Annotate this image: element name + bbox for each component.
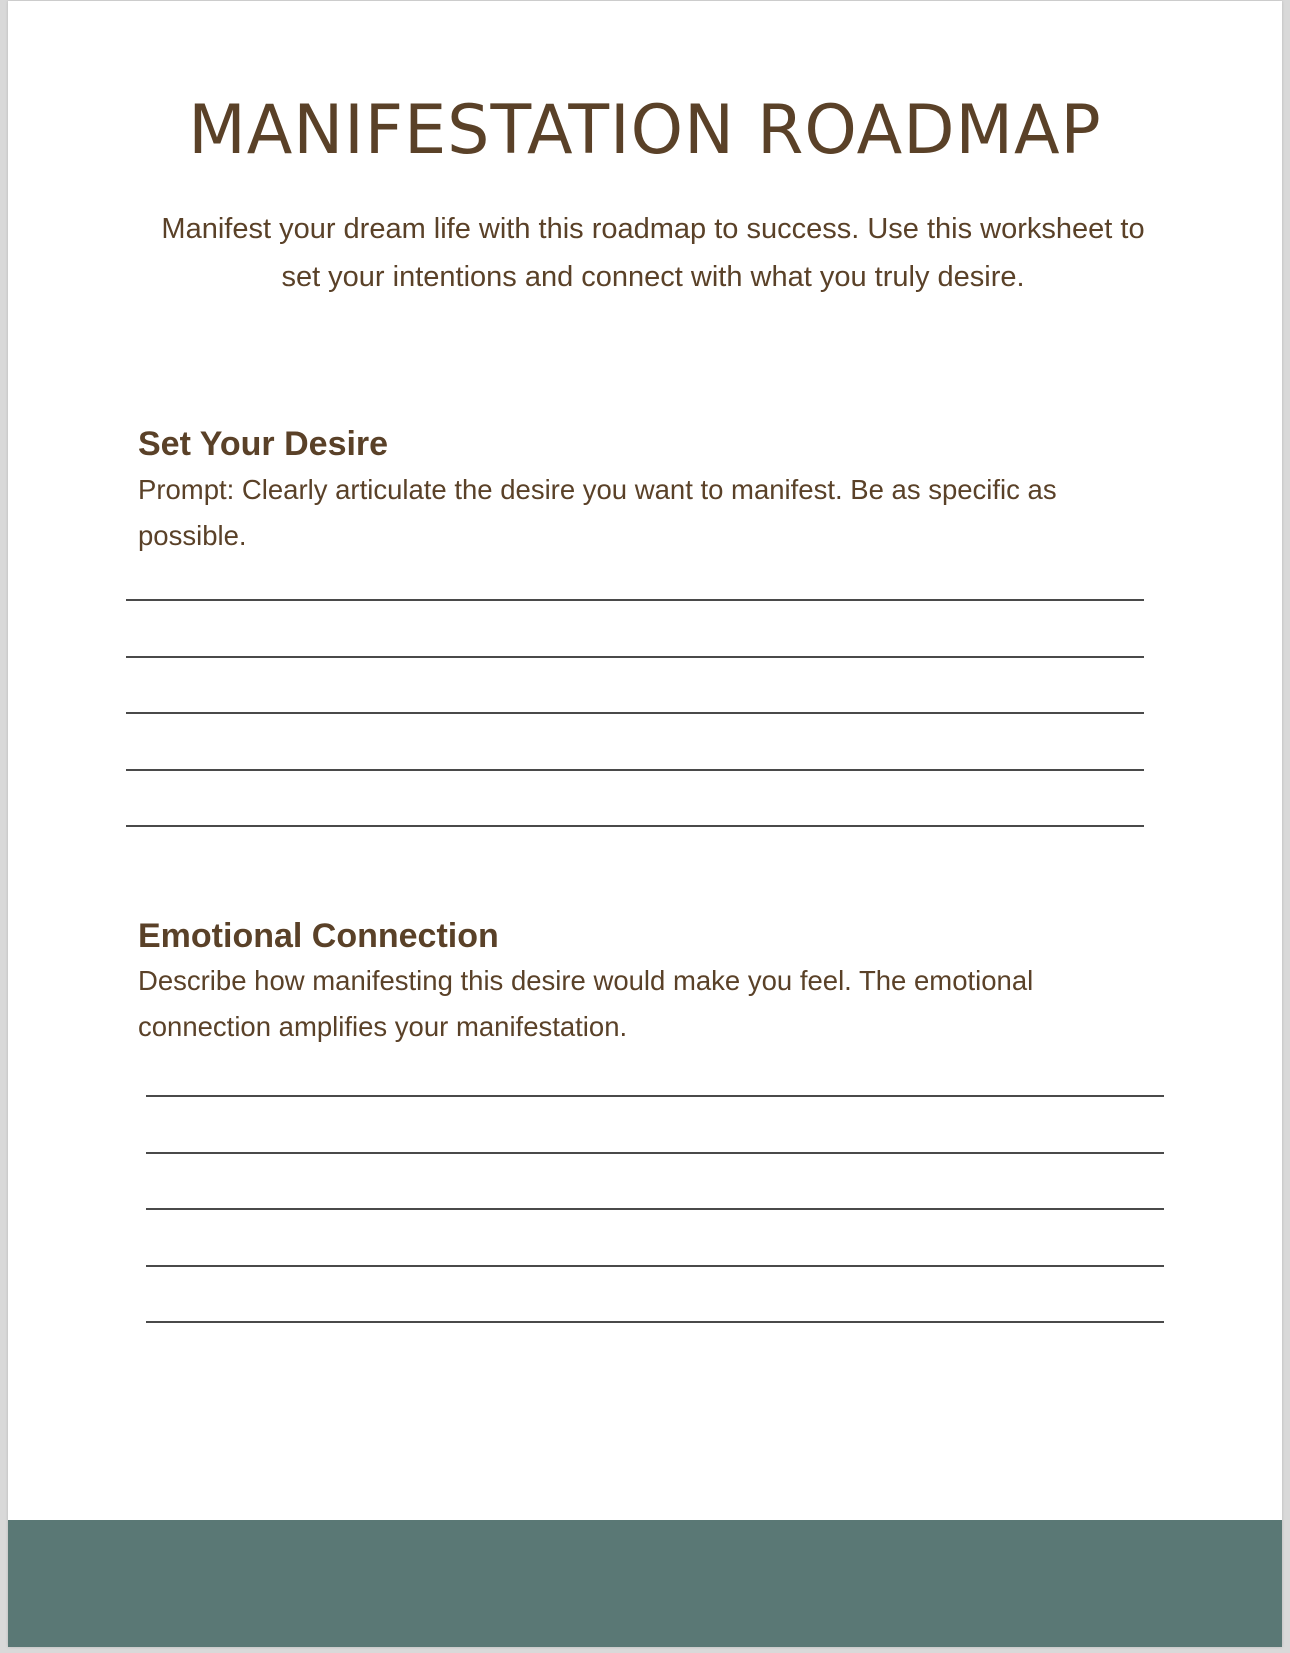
writing-line-desire-3[interactable] (126, 712, 1144, 714)
section-prompt-emotional-connection: Describe how manifesting this desire would make you feel. The emotional connection amplifies your manifestation. (138, 965, 1034, 1042)
section-prompt-set-your-desire: Prompt: Clearly articulate the desire you want to manifest. Be as specific as possible. (138, 474, 1057, 551)
writing-line-desire-4[interactable] (126, 769, 1144, 771)
section-heading-emotional-connection: Emotional Connection (138, 917, 499, 955)
section-heading-set-your-desire: Set Your Desire (138, 425, 389, 463)
writing-line-desire-5[interactable] (126, 825, 1144, 827)
page-title: MANIFESTATION ROADMAP (188, 91, 1102, 170)
intro-text: Manifest your dream life with this roadmap to success. Use this worksheet to set your intentions and connect with what you truly desire. (161, 213, 1145, 293)
writing-line-emotion-5[interactable] (146, 1321, 1164, 1323)
footer-color-band (8, 1520, 1282, 1647)
writing-line-desire-1[interactable] (126, 599, 1144, 601)
writing-line-emotion-1[interactable] (146, 1095, 1164, 1097)
writing-line-desire-2[interactable] (126, 656, 1144, 658)
writing-line-emotion-2[interactable] (146, 1152, 1164, 1154)
worksheet-page (8, 1, 1282, 1647)
writing-line-emotion-3[interactable] (146, 1208, 1164, 1210)
writing-line-emotion-4[interactable] (146, 1265, 1164, 1267)
